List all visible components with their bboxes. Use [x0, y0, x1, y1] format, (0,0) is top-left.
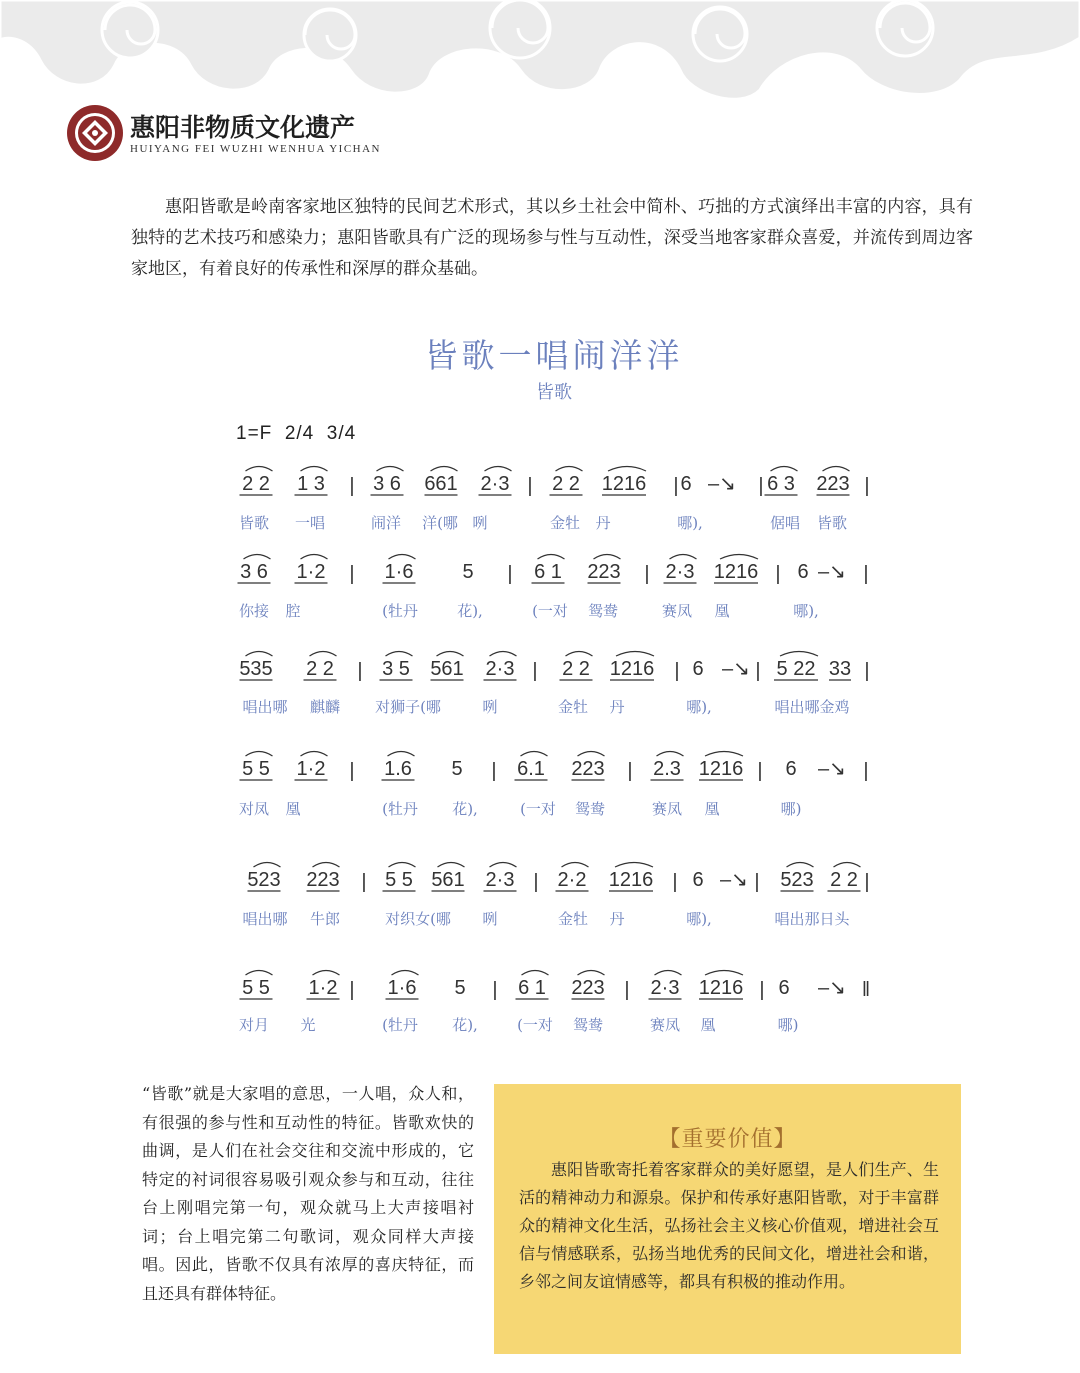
- lyric-text: 凰: [700, 1016, 716, 1034]
- slur-arc: [438, 863, 465, 868]
- lyric-text: 闹洋: [370, 514, 402, 532]
- bar-line: |: [757, 760, 763, 782]
- lyric-text: 赛凤: [649, 1016, 681, 1034]
- slur-arc: [431, 467, 458, 472]
- slur-arc: [313, 863, 340, 868]
- lyric-text: 光: [300, 1016, 316, 1034]
- brand-title: 惠阳非物质文化遗产: [130, 113, 356, 142]
- note-group: 1·2: [308, 977, 338, 999]
- slur-arc: [301, 555, 328, 560]
- slur-arc: [522, 971, 549, 976]
- lyric-text: 哪),: [686, 698, 712, 716]
- slur-arc: [780, 652, 818, 657]
- lyric-text: 花),: [457, 602, 483, 620]
- value-box-text: 惠阳皆歌寄托着客家群众的美好愿望，是人们生产、生活的精神动力和源泉。保护和传承好惠阳皆歌，对于丰富群众的精神文化生活，弘扬社会主义核心价值观，增进社会互信与情感联系，弘扬当地优秀的民间文化，增进社会和谐，乡邻之间友谊情感等，都具有积极的推动作用。: [519, 1160, 939, 1291]
- lyric-text: 花),: [452, 800, 478, 818]
- slur-arc: [377, 467, 404, 472]
- bar-line: |: [864, 475, 870, 497]
- lyric-text: 洋(哪: [422, 514, 458, 532]
- lyric-text: 哪),: [677, 514, 703, 532]
- note-group: 6.1: [517, 758, 545, 780]
- note-group: 1·2: [296, 561, 326, 583]
- score-line: [239, 467, 870, 533]
- lyric-text: 丹: [609, 910, 625, 928]
- note-group: 6 3: [767, 473, 795, 495]
- score-line: [239, 752, 869, 819]
- bar-line: |: [491, 760, 497, 782]
- slur-arc: [301, 467, 328, 472]
- lyric-text: 丹: [595, 514, 611, 532]
- bar-line: |: [775, 563, 781, 585]
- slur-arc: [313, 971, 340, 976]
- slur-arc: [705, 971, 743, 976]
- lyric-text: (一对: [520, 800, 556, 818]
- slur-arc: [521, 752, 548, 757]
- slur-arc: [389, 555, 416, 560]
- bar-line: |: [349, 979, 355, 1001]
- note-group: 223: [571, 977, 605, 999]
- lyric-text: 你接: [238, 602, 270, 620]
- note-group: 1216: [713, 561, 759, 583]
- bar-line: |: [533, 871, 539, 893]
- lyric-text: 赛凤: [651, 800, 683, 818]
- slur-arc: [246, 652, 273, 657]
- lyric-text: 麒麟: [309, 698, 341, 716]
- note-group: 6 1: [518, 977, 546, 999]
- lyric-text: 腔: [285, 602, 301, 620]
- lyric-text: 金牡: [549, 514, 581, 532]
- note-group: 1216: [601, 473, 647, 495]
- note-group: –↘: [818, 758, 846, 780]
- slur-arc: [720, 555, 758, 560]
- slur-arc: [490, 863, 517, 868]
- bar-line: |: [758, 475, 764, 497]
- slur-arc: [655, 971, 682, 976]
- note-group: 6: [680, 473, 692, 495]
- lyric-text: 唱出哪: [242, 910, 288, 928]
- score-line: [242, 863, 869, 929]
- note-group: 3 6: [373, 473, 401, 495]
- bar-line: |: [673, 475, 679, 497]
- lyric-text: 鸳鸯: [587, 602, 619, 620]
- slur-arc: [670, 555, 697, 560]
- note-group: 2 2: [830, 869, 858, 891]
- slur-arc: [538, 555, 565, 560]
- note-group: 5 5: [242, 758, 270, 780]
- note-group: 1·2: [296, 758, 326, 780]
- bar-line: |: [361, 871, 367, 893]
- description-paragraph: “皆歌”就是大家唱的意思，一人唱，众人和，有很强的参与性和互动性的特征。皆歌欢快的曲调，是人们在社会交往和交流中形成的，它特定的衬词很容易吸引观众参与和互动，往往台上刚唱完第一句，观众就马上大声接唱衬词；台上唱完第二句歌词，观众同样大声接唱。因此，皆歌不仅具有浓厚的喜庆特征，而且还具有群体特征。: [142, 1084, 474, 1303]
- lyric-text: 哪),: [686, 910, 712, 928]
- bar-line: |: [357, 660, 363, 682]
- heritage-logo-icon: [66, 104, 124, 162]
- lyric-text: 对织女(哪: [385, 910, 451, 928]
- slur-arc: [578, 752, 605, 757]
- song-subtitle: 皆歌: [536, 382, 572, 403]
- lyric-text: 对月: [238, 1016, 270, 1034]
- bar-line: |: [644, 563, 650, 585]
- note-group: 1216: [698, 758, 744, 780]
- slur-arc: [392, 971, 419, 976]
- note-group: –↘: [720, 869, 748, 891]
- lyric-text: 唱出哪: [242, 698, 288, 716]
- note-group: 523: [247, 869, 281, 891]
- note-group: 535: [239, 658, 273, 680]
- slur-arc: [566, 652, 593, 657]
- note-group: 2·3: [650, 977, 680, 999]
- slur-arc: [490, 652, 517, 657]
- note-group: 1 3: [297, 473, 325, 495]
- score-line: [239, 652, 869, 717]
- score-line: [239, 971, 870, 1035]
- lyric-text: 咧: [482, 698, 498, 716]
- note-group: 5 5: [385, 869, 413, 891]
- slur-arc: [485, 467, 512, 472]
- note-group: –↘: [708, 473, 736, 495]
- note-group: 2 2: [306, 658, 334, 680]
- bar-line: ‖: [861, 979, 871, 1001]
- note-group: 6: [692, 869, 704, 891]
- slur-arc: [608, 467, 646, 472]
- note-group: 6 1: [534, 561, 562, 583]
- note-group: –↘: [818, 977, 846, 999]
- note-group: 223: [816, 473, 850, 495]
- bar-line: |: [349, 475, 355, 497]
- bar-line: |: [492, 979, 498, 1001]
- note-group: 2 2: [242, 473, 270, 495]
- slur-arc: [388, 752, 415, 757]
- slur-arc: [562, 863, 589, 868]
- note-group: 5: [462, 561, 474, 583]
- slur-arc: [834, 863, 861, 868]
- score-line: [238, 555, 869, 621]
- brand-subtitle: HUIYANG FEI WUZHI WENHUA YICHAN: [130, 143, 381, 155]
- value-box-title: 【重要价值】: [658, 1127, 797, 1152]
- lyric-text: 金牡: [557, 910, 589, 928]
- note-group: 661: [424, 473, 458, 495]
- note-group: 2·3: [665, 561, 695, 583]
- note-group: 5: [454, 977, 466, 999]
- bar-line: |: [507, 563, 513, 585]
- note-group: 1216: [698, 977, 744, 999]
- lyric-text: 丹: [609, 698, 625, 716]
- slur-arc: [246, 752, 273, 757]
- note-group: 2 2: [562, 658, 590, 680]
- note-group: 6: [778, 977, 790, 999]
- bar-line: |: [754, 871, 760, 893]
- lyric-text: 皆歌: [238, 514, 270, 532]
- lyric-text: 凰: [285, 800, 301, 818]
- lyric-text: 对凤: [238, 800, 270, 818]
- note-group: 3 6: [240, 561, 268, 583]
- note-group: 2·2: [557, 869, 587, 891]
- lyric-text: 哪): [780, 800, 802, 818]
- slur-arc: [246, 467, 273, 472]
- note-group: –↘: [818, 561, 846, 583]
- lyric-text: 赛凤: [661, 602, 693, 620]
- lyric-text: 倨唱: [769, 514, 801, 532]
- lyric-text: (牡丹: [382, 602, 418, 620]
- bar-line: |: [532, 660, 538, 682]
- note-group: 5 22: [776, 658, 816, 680]
- note-group: 1216: [609, 658, 655, 680]
- lyric-text: 鸳鸯: [572, 1016, 604, 1034]
- lyric-text: 哪),: [793, 602, 819, 620]
- note-group: 561: [431, 869, 465, 891]
- note-group: 223: [587, 561, 621, 583]
- lyric-text: 咧: [472, 514, 488, 532]
- lyric-text: (牡丹: [382, 800, 418, 818]
- slur-arc: [594, 555, 621, 560]
- slur-arc: [616, 652, 654, 657]
- note-group: 2.3: [653, 758, 681, 780]
- note-group: 5 5: [242, 977, 270, 999]
- cloud-pattern-banner: [0, 0, 1080, 105]
- slur-arc: [437, 652, 464, 657]
- lyric-text: 唱出哪金鸡: [774, 698, 850, 716]
- note-group: 2·3: [485, 658, 515, 680]
- lyric-text: 一唱: [294, 514, 326, 532]
- slur-arc: [389, 863, 416, 868]
- bar-line: |: [863, 760, 869, 782]
- lyric-text: 鸳鸯: [574, 800, 606, 818]
- lyric-text: 唱出那日头: [774, 910, 850, 928]
- slur-arc: [787, 863, 814, 868]
- bar-line: |: [624, 979, 630, 1001]
- lyric-text: 咧: [482, 910, 498, 928]
- note-group: 6: [692, 658, 704, 680]
- slur-arc: [386, 652, 413, 657]
- note-group: 2·3: [485, 869, 515, 891]
- note-group: 223: [306, 869, 340, 891]
- bar-line: |: [672, 871, 678, 893]
- note-group: 2 2: [552, 473, 580, 495]
- slur-arc: [771, 467, 798, 472]
- lyric-text: (一对: [532, 602, 568, 620]
- slur-arc: [246, 971, 273, 976]
- lyric-text: 花),: [452, 1016, 478, 1034]
- lyric-text: 金牡: [557, 698, 589, 716]
- slur-arc: [657, 752, 684, 757]
- bar-line: |: [627, 760, 633, 782]
- note-group: 1·6: [387, 977, 417, 999]
- song-title: 皆歌一唱闹洋洋: [424, 336, 684, 375]
- bar-line: |: [755, 660, 761, 682]
- note-group: 523: [780, 869, 814, 891]
- lyric-text: 牛郎: [309, 910, 341, 928]
- slur-arc: [578, 971, 605, 976]
- slur-arc: [615, 863, 653, 868]
- note-group: –↘: [722, 658, 750, 680]
- bar-line: |: [349, 563, 355, 585]
- intro-paragraph: 惠阳皆歌是岭南客家地区独特的民间艺术形式，其以乡土社会中简朴、巧拙的方式演绎出丰富的内容，具有独特的艺术技巧和感染力；惠阳皆歌具有广泛的现场参与性与互动性，深受当地客家群众喜爱，并流传到周边客家地区，有着良好的传承性和深厚的群众基础。: [131, 197, 973, 279]
- slur-arc: [705, 752, 743, 757]
- slur-arc: [556, 467, 583, 472]
- slur-arc: [301, 752, 328, 757]
- slur-arc: [254, 863, 281, 868]
- bar-line: |: [674, 660, 680, 682]
- bar-line: |: [349, 760, 355, 782]
- note-group: 561: [430, 658, 464, 680]
- lyric-text: 凰: [704, 800, 720, 818]
- slur-arc: [244, 555, 271, 560]
- note-group: 2·3: [480, 473, 510, 495]
- lyric-text: 凰: [714, 602, 730, 620]
- note-group: 33: [828, 658, 852, 680]
- note-group: 1·6: [384, 561, 414, 583]
- note-group: 223: [571, 758, 605, 780]
- note-group: 6: [797, 561, 809, 583]
- bar-line: |: [864, 871, 870, 893]
- lyric-text: 皆歌: [816, 514, 848, 532]
- lyric-text: (牡丹: [382, 1016, 418, 1034]
- slur-arc: [823, 467, 850, 472]
- slur-arc: [310, 652, 337, 657]
- lyric-text: 对狮子(哪: [375, 698, 441, 716]
- lyric-text: (一对: [517, 1016, 553, 1034]
- note-group: 6: [785, 758, 797, 780]
- bar-line: |: [527, 475, 533, 497]
- bar-line: |: [759, 979, 765, 1001]
- bar-line: |: [863, 563, 869, 585]
- key-signature: 1=F 2/4 3/4: [236, 423, 357, 444]
- lyric-text: 哪): [777, 1016, 799, 1034]
- note-group: 1216: [608, 869, 654, 891]
- note-group: 3 5: [382, 658, 410, 680]
- bar-line: |: [864, 660, 870, 682]
- value-box: [494, 1084, 961, 1354]
- note-group: 5: [451, 758, 463, 780]
- note-group: 1.6: [384, 758, 412, 780]
